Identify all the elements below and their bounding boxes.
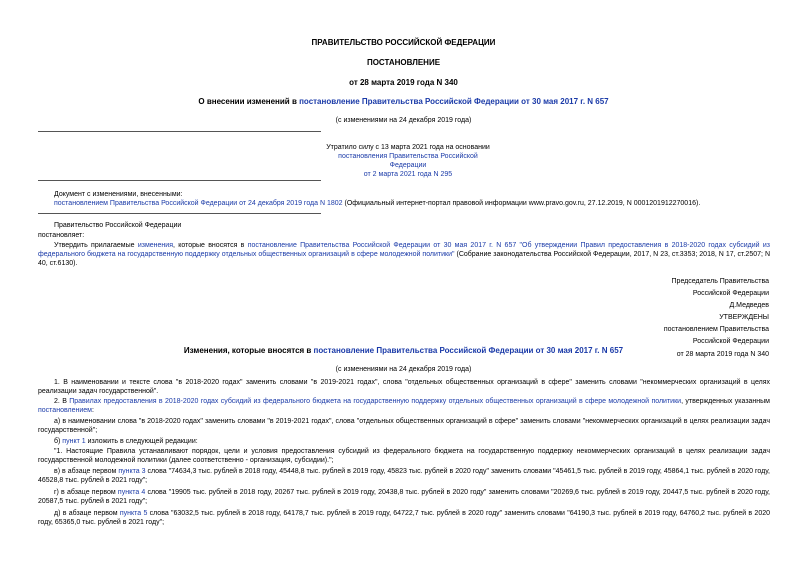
- signatory-position: Председатель Правительства: [671, 278, 769, 285]
- change-subitem-v-text: слова "74634,3 тыс. рублей в 2018 году, 45448,8 тыс. рублей в 2019 году, 45823 тыс. рублей в 2020 году" заменить словами "45461,5 тыс. рублей в 2019 году, 45864,1 тыс. рублей в 2020 году, 46528,8 тыс. рублей в 2021 году";: [38, 468, 770, 485]
- change-subitem-b-text: изложить в следующей редакции:: [85, 438, 198, 445]
- approval-stamp: УТВЕРЖДЕНЫ: [719, 314, 769, 322]
- change-item-2-text: , утвержденных указанным: [681, 398, 770, 405]
- amendments-block: [54, 190, 770, 208]
- clause-4-link[interactable]: пункта 4: [117, 489, 146, 496]
- invalidation-text: Утратило силу с 13 марта 2021 года на основании: [326, 144, 490, 151]
- change-subitem-v-text: в) в абзаце первом: [54, 468, 119, 475]
- separator-line: [38, 131, 321, 132]
- resolution-source: (Собрание законодательства Российской Федерации, 2017, N 23, ст.3353; 2018, N 17, ст.2507; N 40, ст.6130).: [38, 251, 770, 268]
- title-amended-act-link[interactable]: постановление Правительства Российской Федерации от 30 мая 2017 г. N 657: [299, 97, 609, 106]
- rules-link[interactable]: Правилах предоставления в 2018-2020 годах субсидий из федерального бюджета на государственную поддержку отдельных общественных организаций в сфере молодежной политики: [69, 398, 682, 405]
- change-item-1: 1. В наименовании и тексте слова "в 2018-2020 годах" заменить словами "в 2019-2021 годах", слова "отдельных общественных организаций в сфере" заменить словами "некоммерческих организаций в целях реализации задач государственной".: [38, 379, 770, 396]
- changes-title-decree-link[interactable]: постановление Правительства Российской Федерации от 30 мая 2017 г. N 657: [313, 346, 624, 355]
- resolution-text: Утвердить прилагаемые: [54, 242, 138, 249]
- resolution-text: , которые вносятся в: [172, 242, 248, 249]
- change-subitem-b: [38, 437, 770, 446]
- government-heading: ПРАВИТЕЛЬСТВО РОССИЙСКОЙ ФЕДЕРАЦИИ: [311, 38, 496, 47]
- change-subitem-v: [38, 467, 770, 485]
- invalidating-decree-link[interactable]: постановления Правительства Российской Федерации: [338, 153, 478, 170]
- title-text: О внесении изменений в: [198, 97, 300, 106]
- amendments-source: [54, 199, 770, 208]
- change-subitem-b-text: б): [54, 438, 63, 445]
- amendments-source-details: (Официальный интернет-портал правовой информации www.pravo.gov.ru, 27.12.2019, N 0001201912270016).: [342, 200, 701, 208]
- approval-by: постановлением Правительства: [663, 326, 769, 334]
- amended-decree-link[interactable]: постановление Правительства Российской Федерации от 30 мая 2017 г. N 657 "Об утверждении Правил предоставления в 2018-2020 годах субсидий из федерального бюджета на государственную поддержку отдельных общественных организаций в сфере молодежной политики": [38, 242, 770, 259]
- change-item-2-text: 2. В: [54, 398, 70, 405]
- clause-1-link[interactable]: пункт 1: [62, 438, 86, 445]
- change-subitem-a: а) в наименовании слова "в 2018-2020 годах" заменить словами "в 2019-2021 годах", слова "отдельных общественных организаций в сфере" заменить словами "некоммерческих организаций в целях реализации задач государственной";: [38, 418, 770, 435]
- resolution-paragraph: [38, 241, 770, 268]
- changes-title-text: Изменения, которые вносятся в: [183, 346, 314, 355]
- government-label: Правительство Российской Федерации: [54, 222, 182, 229]
- revision-note: (с изменениями на 24 декабря 2019 года): [335, 117, 472, 124]
- document-type: ПОСТАНОВЛЕНИЕ: [366, 58, 441, 67]
- changes-title: [0, 346, 807, 356]
- change-subitem-g-text: слова "19905 тыс. рублей в 2018 году, 20267 тыс. рублей в 2019 году, 20438,8 тыс. рублей в 2020 году" заменить словами "20269,6 тыс. рублей в 2019 году, 20447,5 тыс. рублей в 2020 году, 20587,5 тыс. рублей в 2021 году";: [38, 489, 771, 506]
- amending-decree-link[interactable]: постановлением Правительства Российской Федерации от 24 декабря 2019 года N 1802: [54, 200, 343, 208]
- approval-date: от 28 марта 2019 года N 340: [676, 350, 769, 358]
- separator-line: [38, 180, 321, 181]
- change-item-2-colon: :: [91, 407, 94, 415]
- amendments-label: Документ с изменениями, внесенными:: [54, 191, 183, 198]
- separator-line: [38, 213, 321, 214]
- clause-1-new-text: "1. Настоящие Правила устанавливают порядок, цели и условия предоставления субсидий из федерального бюджета на государственную поддержку некоммерческих организаций в целях реализации задач государственной молодежной политики (далее соответственно - организация, субсидии).";: [38, 448, 770, 465]
- clause-5-link[interactable]: пункта 5: [119, 510, 148, 517]
- invalidation-note: [322, 143, 494, 179]
- change-subitem-g-text: г) в абзаце первом: [54, 489, 118, 496]
- decree-link[interactable]: постановлением: [38, 407, 92, 415]
- change-subitem-d-text: слова "63032,5 тыс. рублей в 2018 году, 64178,7 тыс. рублей в 2019 году, 64722,7 тыс. рублей в 2020 году" заменить словами "64190,3 тыс. рублей в 2019 году, 64760,2 тыс. рублей в 2020 году, 65365,0 тыс. рублей в 2021 году";: [38, 510, 771, 527]
- document-date-number: от 28 марта 2019 года N 340: [349, 78, 458, 87]
- change-subitem-d: [38, 509, 770, 527]
- clause-3-link[interactable]: пункта 3: [118, 468, 146, 475]
- document-title: [0, 97, 807, 107]
- change-item-2: [38, 397, 770, 415]
- signatory-country: Российской Федерации: [692, 290, 769, 298]
- change-subitem-d-text: д) в абзаце первом: [54, 510, 120, 517]
- decides-label: постановляет:: [38, 232, 85, 239]
- change-subitem-g: [38, 488, 770, 506]
- signatory-name: Д.Медведев: [729, 302, 769, 310]
- changes-revision-note: (с изменениями на 24 декабря 2019 года): [335, 366, 472, 373]
- invalidating-decree-date-link[interactable]: от 2 марта 2021 года N 295: [363, 171, 453, 179]
- approved-changes-link[interactable]: изменения: [137, 242, 173, 249]
- approval-country: Российской Федерации: [692, 338, 769, 346]
